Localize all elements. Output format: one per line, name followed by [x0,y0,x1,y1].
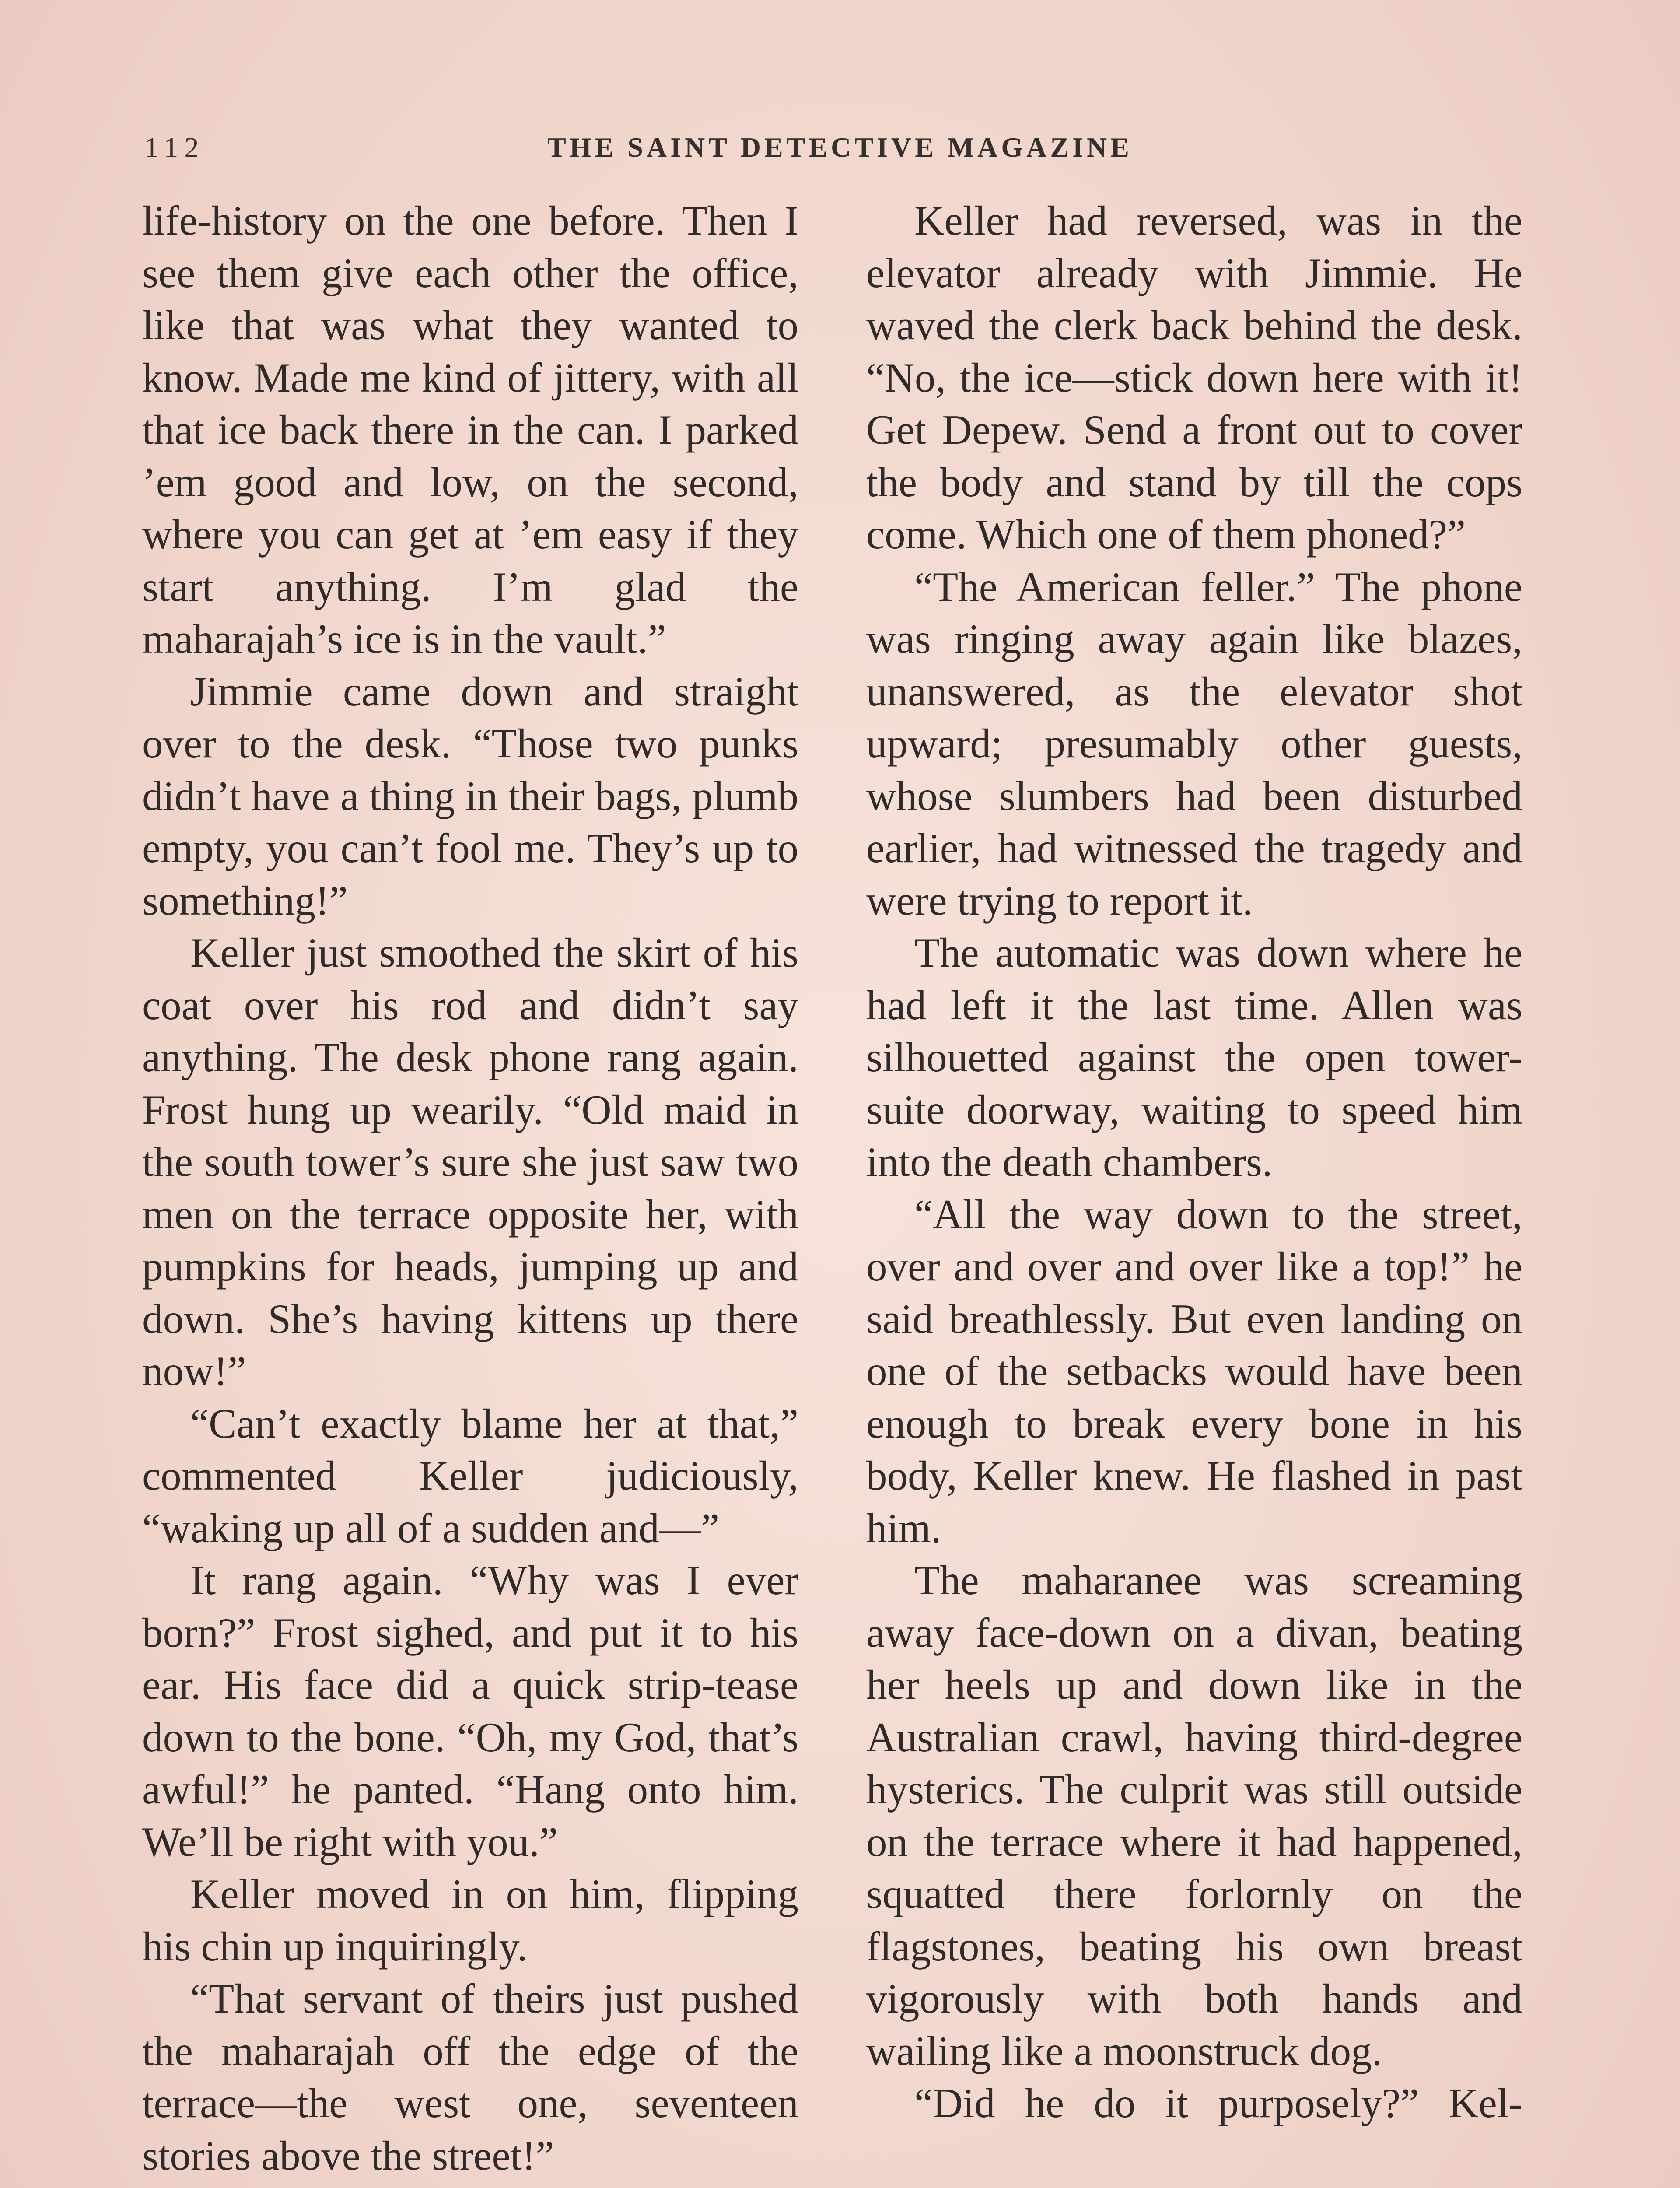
paragraph: “Did he do it purposely?” Kel- [914,2080,1522,2126]
paragraph: Keller had reversed, was in the elevator already with Jimmie. He waved the clerk back behind the desk. “No, the ice—stick down here with it! Get Depew. Send a front out to cover the body and stand by till the cops come. Which one of them phoned?” [866,197,1522,558]
paragraph: life-history on the one before. Then I see them give each other the office, like that was what they wanted to know. Made me kind of jittery, with all that ice back there in the can. I parked ’em good and low, on the second, where you can get at ’em easy if they start anything. I’m glad the maharajah’s ice is in the vault.” [142,197,798,662]
paragraph: Keller just smoothed the skirt of his coat over his rod and didn’t say anything. The desk phone rang again. Frost hung up wearily. “Old maid in the south tower’s sure she just saw two men on the terrace opposite her, with pumpkins for heads, jumping up and down. She’s having kittens up there now!” [142,929,798,1394]
paragraph: “Can’t exactly blame her at that,” commented Keller judiciously, “waking up all of a sudden and—” [142,1400,798,1551]
left-column [142,195,798,2182]
page-header [144,131,1536,179]
paragraph: The maharanee was screaming away face-down on a divan, beating her heels up and down like in the Australian crawl, having third-degree hysterics. The culprit was still outside on the terrace where it had happened, squatted there forlornly on the flagstones, beating his own breast vigorously with both hands and wailing like a moonstruck dog. [866,1557,1522,2074]
paragraph: It rang again. “Why was I ever born?” Frost sighed, and put it to his ear. His face did a quick strip-tease down to the bone. “Oh, my God, that’s awful!” he panted. “Hang onto him. We’ll be right with you.” [142,1557,798,1865]
paragraph: “That servant of theirs just pushed the maharajah off the edge of the terrace—the west one, seventeen stories above the street!” [142,1975,798,2179]
paragraph: Jimmie came down and straight over to the desk. “Those two punks didn’t have a thing in their bags, plumb empty, you can’t fool me. They’s up to something!” [142,668,798,924]
paragraph: Keller moved in on him, flipping his chin up inquiringly. [142,1871,798,1970]
paragraph: “The American feller.” The phone was ringing away again like blazes, unanswered, as the elevator shot upward; presumably other guests, whose slumbers had been disturbed earlier, had witnessed the tragedy and were trying to report it. [866,563,1522,924]
paragraph: The automatic was down where he had left it the last time. Allen was silhouetted against the open tower-suite doorway, waiting to speed him into the death chambers. [866,929,1522,1185]
running-title: THE SAINT DETECTIVE MAGAZINE [547,132,1133,163]
page-number: 112 [144,132,205,164]
right-column [866,195,1522,2130]
paragraph: “All the way down to the street, over and over and over like a top!” he said breathlessly. But even landing on one of the setbacks would have been enough to break every bone in his body, Keller knew. He flashed in past him. [866,1191,1522,1551]
